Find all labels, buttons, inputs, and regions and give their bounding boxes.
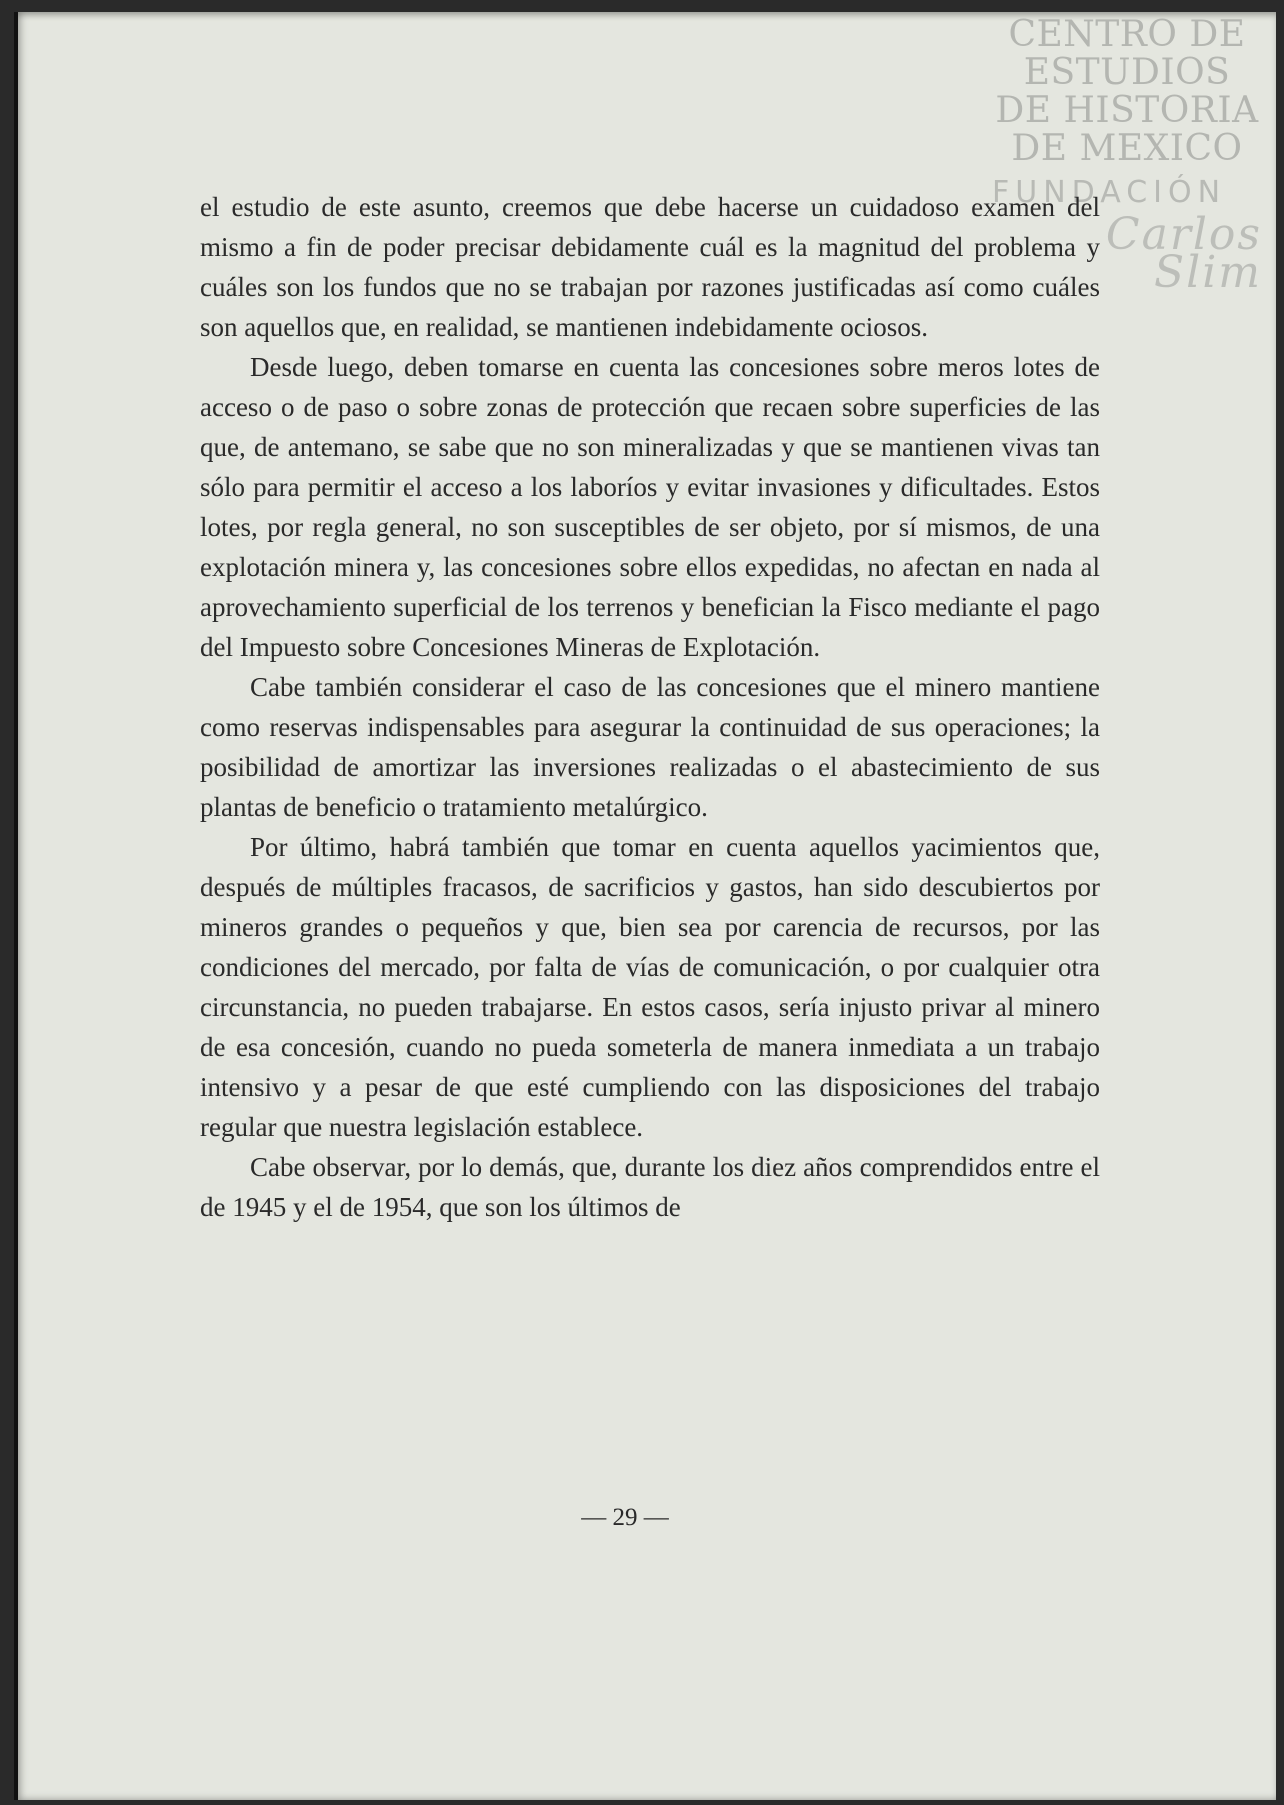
paragraph: Cabe observar, por lo demás, que, durante los diez años comprendidos entre el de 1945 y el de 1954, que son los últimos de <box>200 1152 1100 1222</box>
paragraph: Desde luego, deben tomarse en cuenta las concesiones sobre meros lotes de acceso o de paso o sobre zonas de protección que recaen sobre superficies de las que, de antemano, se sabe que no son mineralizadas y que se mantienen vivas tan sólo para permitir el acceso a los laboríos y evitar invasiones y dificultades. Estos lotes, por regla general, no son susceptibles de ser objeto, por sí mismos, de una explotación minera y, las concesiones sobre ellos expedidas, no afectan en nada al aprovechamiento superficial de los terrenos y benefician la Fisco mediante el pago del Impuesto sobre Concesiones Mineras de Explotación. <box>200 352 1100 662</box>
watermark-line: ESTUDIOS <box>1023 52 1231 93</box>
watermark-line: DE MEXICO <box>1011 128 1243 169</box>
watermark-line: DE HISTORIA <box>995 90 1259 131</box>
paragraph: Por último, habrá también que tomar en cuenta aquellos yacimientos que, después de múltiples fracasos, de sacrificios y gastos, han sido descubiertos por mineros grandes o pequeños y que, bien sea por carencia de recursos, por las condiciones del mercado, por falta de vías de comunicación, o por cualquier otra circunstancia, no pueden trabajarse. En estos casos, sería injusto privar al minero de esa concesión, cuando no pueda someterla de manera inmediata a un trabajo intensivo y a pesar de que esté cumpliendo con las disposiciones del trabajo regular que nuestra legislación establece. <box>200 832 1100 1142</box>
document-page <box>14 12 1276 1800</box>
paragraph: Cabe también considerar el caso de las concesiones que el minero mantiene como reservas indispensables para asegurar la continuidad de sus operaciones; la posibilidad de amortizar las inversiones realizadas o el abastecimiento de sus plantas de beneficio o tratamiento metalúrgico. <box>200 672 1100 822</box>
page-number: — 29 — <box>581 1504 669 1531</box>
watermark-signature: Carlos Slim <box>1105 209 1262 298</box>
watermark-foundation: FUNDACIÓN <box>992 175 1227 210</box>
body-text <box>200 187 1100 1227</box>
watermark-line: CENTRO DE <box>1008 14 1246 55</box>
paragraph: el estudio de este asunto, creemos que debe hacerse un cuidadoso examen del mismo a fin de poder precisar debidamente cuál es la magnitud del problema y cuáles son los fundos que no se trabajan por razones justificadas así como cuáles son aquellos que, en realidad, se mantienen indebidamente ociosos. <box>200 192 1100 342</box>
